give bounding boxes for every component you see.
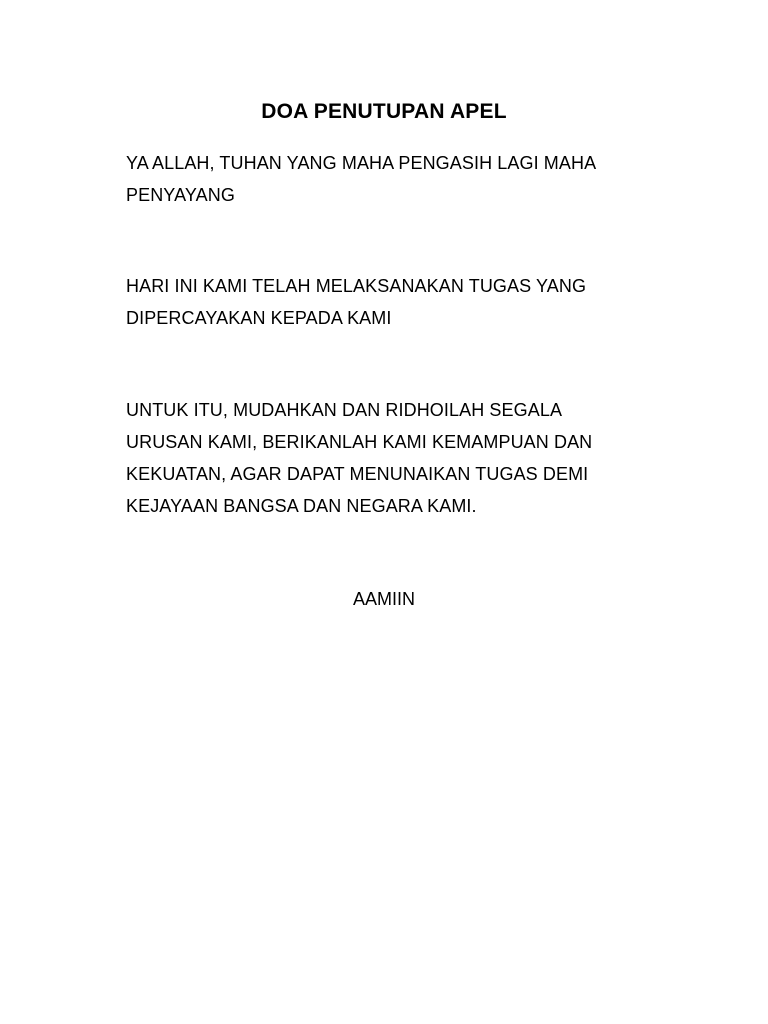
closing-text: AAMIIN (352, 589, 415, 609)
paragraph-line: UNTUK ITU, MUDAHKAN DAN RIDHOILAH SEGALA (126, 400, 563, 420)
paragraph-2 (126, 270, 646, 334)
paragraph-line: KEJAYAAN BANGSA DAN NEGARA KAMI. (126, 496, 477, 516)
document-title: DOA PENUTUPAN APEL (261, 100, 507, 123)
paragraph-line: URUSAN KAMI, BERIKANLAH KAMI KEMAMPUAN DAN (126, 432, 593, 452)
paragraph-line: YA ALLAH, TUHAN YANG MAHA PENGASIH LAGI MAHA (126, 153, 597, 173)
paragraph-3 (126, 394, 646, 522)
paragraph-line: KEKUATAN, AGAR DAPAT MENUNAIKAN TUGAS DEMI (126, 464, 589, 484)
paragraph-line: DIPERCAYAKAN KEPADA KAMI (126, 308, 392, 328)
paragraph-1 (126, 147, 646, 211)
paragraph-line: HARI INI KAMI TELAH MELAKSANAKAN TUGAS YANG (126, 276, 587, 296)
paragraph-line: PENYAYANG (126, 185, 235, 205)
